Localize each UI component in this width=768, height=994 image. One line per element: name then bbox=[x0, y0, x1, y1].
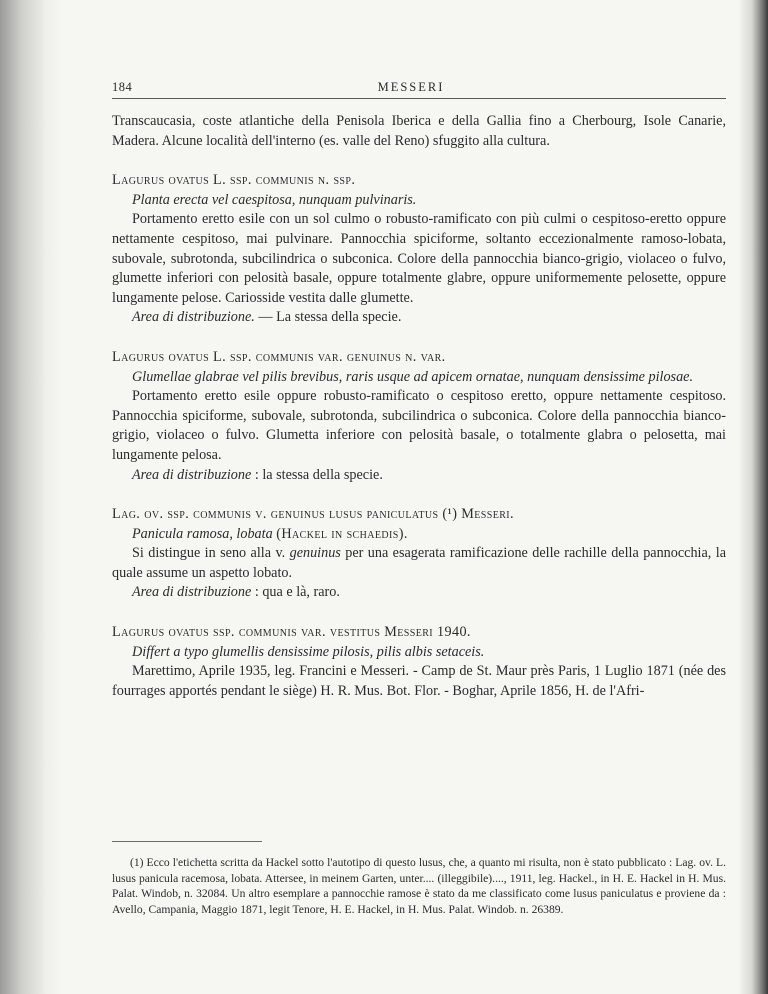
section-3-latin-diagnosis bbox=[112, 525, 726, 545]
section-1-latin-diagnosis: Planta erecta vel caespitosa, nunquam pulvinaris. bbox=[132, 191, 417, 208]
section-2-area bbox=[112, 466, 726, 486]
section-4-title: Lagurus ovatus ssp. communis var. vestitus Messeri 1940. bbox=[112, 624, 471, 641]
section-1-title: Lagurus ovatus L. ssp. communis n. ssp. bbox=[112, 172, 356, 189]
binding-gutter-shadow bbox=[0, 0, 62, 994]
area-label: Area di distribuzione bbox=[132, 584, 252, 601]
running-title: MESSERI bbox=[377, 80, 445, 94]
section-3-area bbox=[112, 583, 726, 603]
section-3-description bbox=[112, 544, 726, 583]
latin-diagnosis: Panicula ramosa, lobata bbox=[132, 525, 273, 542]
intro-paragraph: Transcaucasia, coste atlantiche della Penisola Iberica e della Gallia fino a Cherbourg, Isole Canarie, Madera. Alcune località dell'interno (es. valle del Reno) sfuggito alla cultura. bbox=[112, 113, 726, 149]
page-header bbox=[112, 76, 710, 96]
footnote-1: (1) Ecco l'etichetta scritta da Hackel sotto l'autotipo di questo lusus, che, a quanto mi risulta, non è stato pubblicato : Lag. ov. L. lusus panicula racemosa, lobata. Attersee, in meinem Garten, unter.... (illeggibile)...., 1911, leg. Hackel., in H. E. Hackel in H. Mus. Palat. Windob, n. 32084. Un altro esemplare a pannocchie ramose è stato da me classificato come lusus paniculatus e proviene da : Avello, Campania, Maggio 1871, legit Tenore, H. E. Hackel, in H. Mus. Palat. Windob. n. 26389. bbox=[112, 856, 726, 916]
footnotes bbox=[112, 855, 726, 917]
section-2-title: Lagurus ovatus L. ssp. communis var. genuinus n. var. bbox=[112, 348, 446, 365]
desc-taxon: genuinus bbox=[289, 545, 341, 562]
area-text: — La stessa della specie. bbox=[258, 309, 402, 326]
desc-pre: Si distingue in seno alla v. bbox=[132, 545, 286, 562]
page-edge-shadow bbox=[738, 0, 768, 994]
herbarium-note: (Hackel in schaedis). bbox=[276, 525, 408, 542]
section-1-area bbox=[112, 308, 726, 328]
footnote-rule bbox=[112, 841, 262, 842]
main-text bbox=[112, 112, 726, 701]
area-label: Area di distribuzione. bbox=[132, 309, 255, 326]
page-number: 184 bbox=[112, 80, 133, 94]
area-text: : la stessa della specie. bbox=[254, 466, 383, 483]
area-label: Area di distribuzione bbox=[132, 466, 252, 483]
section-3-title: Lag. ov. ssp. communis v. genuinus lusus paniculatus (¹) Messeri. bbox=[112, 506, 514, 523]
section-2-description: Portamento eretto esile oppure robusto-ramificato o cespitoso eretto, oppure nettamente cespitoso. Pannocchia spiciforme, subovale, subrotonda, subcilindrica o subconica. Colore della pannocchia bianco-grigio, violaceo o fulvo. Glumetta inferiore con pelosità basale, o totalmente glabra o pelosetta, mai lungamente pelosa. bbox=[112, 388, 726, 463]
area-text: : qua e là, raro. bbox=[254, 584, 340, 601]
desc-post: per una esagerata ramificazione delle rachille della pannocchia, la quale assume un aspetto lobato. bbox=[112, 545, 726, 581]
section-2-latin-diagnosis: Glumellae glabrae vel pilis brevibus, raris usque ad apicem ornatae, nunquam densissime pilosae. bbox=[132, 368, 694, 385]
section-1-description: Portamento eretto esile con un sol culmo o robusto-ramificato con più culmi o cespitoso-eretto oppure nettamente cespitoso, mai pulvinare. Pannocchia spiciforme, soltanto eccezionalmente ramoso-lobata, subovale, subrotonda, subcilindrica o subconica. Colore della pannocchia bianco-grigio, violaceo o fulvo, glumette inferiori con pelosità basale, oppure totalmente glabre, oppure uniformemente pelosette, oppure lungamente pelose. Cariosside vestita dalle glumette. bbox=[112, 211, 726, 306]
section-4-specimens: Marettimo, Aprile 1935, leg. Francini e Messeri. - Camp de St. Maur près Paris, 1 Luglio 1871 (née des fourrages apportés pendant le siège) H. R. Mus. Bot. Flor. - Boghar, Aprile 1856, H. de l'Afri- bbox=[112, 663, 726, 699]
header-rule bbox=[112, 98, 726, 99]
section-4-latin-diagnosis: Differt a typo glumellis densissime pilosis, pilis albis setaceis. bbox=[132, 643, 485, 660]
